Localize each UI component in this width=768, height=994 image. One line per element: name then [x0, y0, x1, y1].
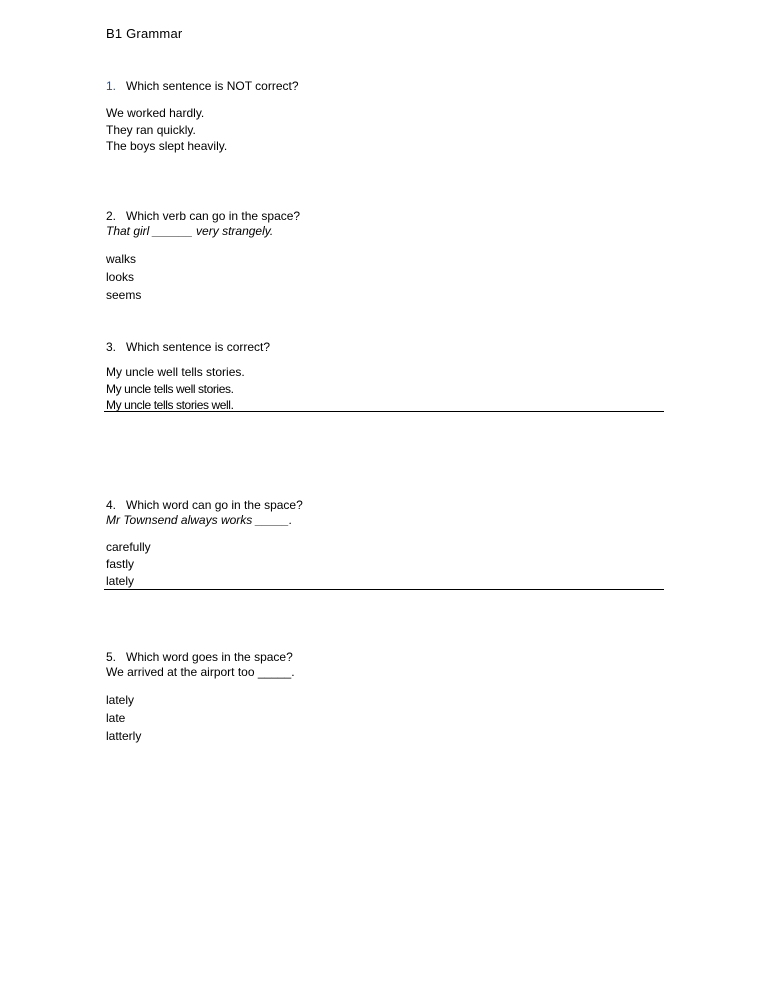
question-text: Which word can go in the space?: [126, 498, 303, 512]
answer-option[interactable]: carefully: [106, 540, 151, 554]
question-text: Which sentence is NOT correct?: [126, 79, 299, 93]
answer-options: [106, 539, 666, 590]
question-4: [106, 498, 666, 590]
answer-option[interactable]: walks: [106, 252, 137, 266]
answer-option[interactable]: lately: [106, 574, 135, 588]
divider: [104, 411, 664, 412]
question-text: Which sentence is correct?: [126, 340, 271, 354]
page-title: B1 Grammar: [106, 26, 183, 41]
question-number: 2.: [106, 209, 117, 223]
question-5: [106, 650, 666, 745]
question-prompt: [106, 650, 666, 665]
question-number: 3.: [106, 340, 117, 354]
answer-option[interactable]: latterly: [106, 729, 142, 743]
question-number: 1.: [106, 79, 117, 93]
question-1: [106, 79, 666, 155]
divider: [104, 589, 664, 590]
question-prompt: [106, 79, 666, 94]
answer-options: [106, 105, 666, 155]
answer-option[interactable]: My uncle tells well stories.: [106, 381, 234, 396]
answer-option[interactable]: seems: [106, 288, 142, 302]
answer-option[interactable]: fastly: [106, 557, 135, 571]
question-2: [106, 209, 666, 304]
answer-option[interactable]: They ran quickly.: [106, 122, 196, 137]
answer-options: [106, 250, 666, 304]
answer-options: [106, 364, 666, 414]
question-number: 5.: [106, 650, 117, 664]
question-3: [106, 340, 666, 414]
question-prompt: [106, 209, 666, 224]
question-text: Which word goes in the space?: [126, 650, 293, 664]
answer-option[interactable]: lately: [106, 693, 135, 707]
answer-option[interactable]: late: [106, 711, 126, 725]
answer-option[interactable]: We worked hardly.: [106, 106, 205, 120]
answer-options: [106, 691, 666, 745]
question-text: Which verb can go in the space?: [126, 209, 301, 223]
question-prompt: [106, 498, 666, 513]
answer-option[interactable]: My uncle tells stories well.: [106, 398, 234, 412]
example-sentence: We arrived at the airport too _____.: [106, 665, 295, 679]
answer-option[interactable]: My uncle well tells stories.: [106, 365, 245, 379]
question-number: 4.: [106, 498, 117, 512]
question-prompt: [106, 340, 666, 355]
example-sentence: Mr Townsend always works _____.: [106, 513, 293, 527]
answer-option[interactable]: The boys slept heavily.: [106, 139, 228, 153]
example-sentence: That girl ______ very strangely.: [106, 224, 274, 238]
answer-option[interactable]: looks: [106, 270, 135, 284]
